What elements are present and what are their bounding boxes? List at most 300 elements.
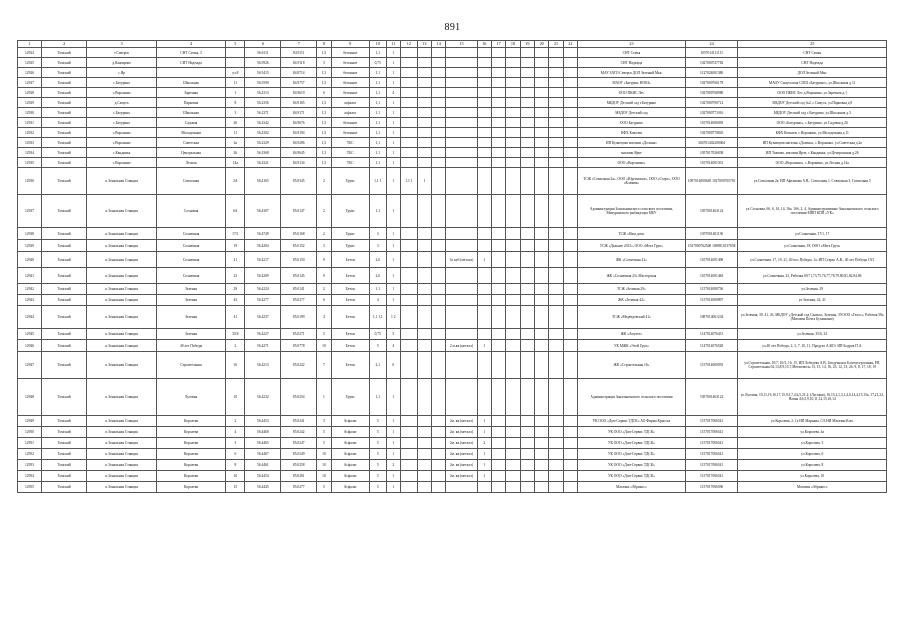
table-cell (535, 482, 549, 493)
table-cell (446, 158, 477, 168)
table-cell: Томский (41, 168, 86, 195)
table-cell (477, 195, 491, 228)
table-row (18, 438, 887, 449)
table-cell: 5 (369, 427, 386, 438)
table-cell (400, 449, 417, 460)
table-cell (535, 449, 549, 460)
table-cell (400, 379, 417, 416)
table-cell: Асфальт (331, 471, 369, 482)
table-cell: 1 (386, 68, 400, 78)
table-cell (400, 329, 417, 340)
table-cell: 1057001463122 (685, 195, 738, 228)
table-row (18, 98, 887, 108)
table-cell: 1027000790712 (685, 98, 738, 108)
table-row (18, 268, 887, 284)
table-row (18, 252, 887, 268)
table-cell (477, 158, 491, 168)
table-cell (432, 148, 446, 158)
table-cell (535, 252, 549, 268)
table-cell: 1 (386, 471, 400, 482)
table-cell: Бетон (331, 340, 369, 352)
table-cell: с.Батурино (87, 78, 156, 88)
table-row (18, 482, 887, 493)
table-cell: Бетон (331, 352, 369, 379)
table-cell: ТСЖ «Зеленая 29» (578, 284, 686, 295)
table-cell: ул.Королева, 2, 1а ИП Марьяна, СА.НИ Магазин Кпп. (738, 416, 887, 427)
table-cell (491, 168, 505, 195)
table-cell (491, 138, 505, 148)
table-cell: 6А (226, 195, 245, 228)
table-cell: 1 (386, 158, 400, 168)
table-cell: 1087014001234 (685, 306, 738, 329)
table-cell (491, 88, 505, 98)
table-cell (400, 68, 417, 78)
column-number: 16 (477, 41, 491, 48)
table-cell: МБДОУ Детский сад №2, с.Самусь, ул.Парковая д.8 (738, 98, 887, 108)
table-cell: 84.9165 (281, 98, 317, 108)
table-cell: Томский (41, 98, 86, 108)
table-cell: Томский (41, 438, 86, 449)
table-cell: 42 (226, 295, 245, 306)
table-cell: 1,5 (317, 108, 331, 118)
table-cell: Королева (156, 449, 225, 460)
table-cell: Бетон (331, 284, 369, 295)
table-cell: п.Зональная Станция (87, 340, 156, 352)
table-cell (549, 148, 563, 158)
table-row (18, 195, 887, 228)
table-cell (520, 228, 534, 240)
table-cell (549, 460, 563, 471)
table-cell (563, 252, 577, 268)
table-cell: 1,1 (369, 195, 386, 228)
table-cell (417, 58, 431, 68)
table-cell (491, 98, 505, 108)
table-cell: Томский (41, 58, 86, 68)
table-cell: 56.4217 (245, 252, 281, 268)
table-cell: ООО «Воронино» (578, 158, 686, 168)
table-cell: 1,1 (369, 379, 386, 416)
table-cell: 85.0258 (281, 460, 317, 471)
table-cell (400, 98, 417, 108)
table-cell (563, 128, 577, 138)
table-cell: 8 (226, 460, 245, 471)
table-cell: Томский (41, 352, 86, 379)
table-cell: 1 (477, 252, 491, 268)
table-cell (400, 295, 417, 306)
table-cell: Грунт (331, 195, 369, 228)
table-cell (563, 340, 577, 352)
table-cell: Томский (41, 240, 86, 252)
table-cell: Томский (41, 138, 86, 148)
table-cell: 1,1 1 (400, 168, 417, 195)
table-cell (563, 306, 577, 329)
table-cell: 1 2 (386, 306, 400, 329)
table-cell (563, 268, 577, 284)
column-number: 4 (156, 41, 225, 48)
table-cell: 84.9676 (281, 118, 317, 128)
table-cell (520, 158, 534, 168)
table-cell: 1157017006541 (685, 416, 738, 427)
table-cell (506, 98, 520, 108)
table-cell: 1 (386, 416, 400, 427)
table-cell (446, 195, 477, 228)
table-cell (535, 118, 549, 128)
table-cell (520, 138, 534, 148)
table-cell (432, 118, 446, 128)
table-cell: 1 (417, 168, 431, 195)
table-cell (549, 228, 563, 240)
table-cell: 12947 (18, 352, 42, 379)
table-cell: ТБС (331, 148, 369, 158)
table-cell (400, 158, 417, 168)
table-cell: Школьная (156, 108, 225, 118)
column-number: 21 (549, 41, 563, 48)
table-cell: с.Воронино (87, 128, 156, 138)
table-cell (506, 118, 520, 128)
table-cell: с.Воронино (87, 138, 156, 148)
table-cell (549, 352, 563, 379)
table-cell: 2 м.кв.(металл) (446, 340, 477, 352)
table-cell: Лесная (156, 158, 225, 168)
table-cell (549, 340, 563, 352)
table-cell: 29 (226, 284, 245, 295)
table-cell (446, 88, 477, 98)
table-cell (563, 88, 577, 98)
table-cell: Садовая (156, 118, 225, 128)
table-cell: 56.4460 (245, 427, 281, 438)
table-cell: 1 (386, 78, 400, 88)
table-cell (400, 118, 417, 128)
table-cell (520, 284, 534, 295)
table-cell: Томский (41, 295, 86, 306)
table-cell: Томский (41, 228, 86, 240)
table-cell (491, 329, 505, 340)
table-cell (400, 195, 417, 228)
table-cell (549, 240, 563, 252)
table-cell: 12928 (18, 88, 42, 98)
table-cell (563, 284, 577, 295)
table-cell: Томский (41, 416, 86, 427)
column-number: 13 (417, 41, 431, 48)
table-cell: 84.9111 (281, 48, 317, 58)
table-cell: ул.Зеленая, 29 (738, 284, 887, 295)
table-cell: 2,1 (369, 352, 386, 379)
table-cell: УК ООО «Дом-Сервис ТДСК» (578, 449, 686, 460)
table-cell: 56.4465 (245, 438, 281, 449)
table-cell (477, 98, 491, 108)
table-cell: 1,1 (369, 138, 386, 148)
table-cell (446, 352, 477, 379)
table-row (18, 306, 887, 329)
table-row (18, 471, 887, 482)
table-cell (520, 379, 534, 416)
table-cell: 56.6111 (245, 48, 281, 58)
table-cell (520, 240, 534, 252)
table-cell (432, 98, 446, 108)
table-cell (417, 306, 431, 329)
table-cell: 9 (317, 252, 331, 268)
table-cell: ул.Королева, 8 (738, 460, 887, 471)
table-cell: 12927 (18, 78, 42, 88)
table-cell: 12952 (18, 449, 42, 460)
table-cell: 1 (386, 240, 400, 252)
table-cell: МБДОУ Детский сад г.Батурино (578, 98, 686, 108)
column-number: 22 (563, 41, 577, 48)
table-cell: 85.0152 (281, 240, 317, 252)
table-cell: СНТ Надежда (156, 58, 225, 68)
table-cell: Бетон (331, 268, 369, 284)
table-row (18, 78, 887, 88)
table-cell: п.Зональная Станция (87, 195, 156, 228)
table-cell: 56.5926 (245, 58, 281, 68)
table-cell: Магазин «Абрикос» (578, 482, 686, 493)
table-cell: ТСЖ «Наш дом» (578, 228, 686, 240)
table-cell: ул.Солнечная, 17, 19, 21, 40 пос.Победы, 1а, ИП Старкс А.В., 40 лет Победы 19/1 (738, 252, 887, 268)
table-cell (432, 416, 446, 427)
table-cell: 12937 (18, 195, 42, 228)
table-cell: ИП Кузнецова магазин «Долина», с.Воронино, ул.Советская д.2а (738, 138, 887, 148)
table-cell (520, 252, 534, 268)
table-cell: 1 (386, 128, 400, 138)
table-cell: 3 (369, 240, 386, 252)
table-row (18, 108, 887, 118)
table-cell (520, 148, 534, 158)
table-cell: 6 (317, 295, 331, 306)
table-cell (417, 118, 431, 128)
table-cell (520, 88, 534, 98)
table-cell: 1157017006541 (685, 427, 738, 438)
table-cell: бетонное (331, 128, 369, 138)
table-cell (520, 78, 534, 88)
table-row (18, 68, 887, 78)
table-cell: КФХ Ковалев (578, 128, 686, 138)
table-cell (535, 379, 549, 416)
table-cell: с.Кандинка (87, 148, 156, 158)
column-number: 24 (685, 41, 738, 48)
table-cell (520, 295, 534, 306)
table-row (18, 88, 887, 98)
table-cell: 1,5 (317, 68, 331, 78)
table-cell (563, 138, 577, 148)
table-cell (535, 306, 549, 329)
table-cell: п.Зональная Станция (87, 268, 156, 284)
table-cell (563, 168, 577, 195)
table-cell: Совхозная (156, 168, 225, 195)
table-cell: 1157014000897 (685, 295, 738, 306)
table-cell: 56.4232 (245, 379, 281, 416)
table-cell (491, 379, 505, 416)
table-cell: 2м. кв.(металл) (446, 438, 477, 449)
table-cell (563, 460, 577, 471)
table-cell (491, 195, 505, 228)
table-cell: 1,5 (317, 138, 331, 148)
table-cell: 85.0261 (281, 471, 317, 482)
table-cell: МБДОУ Детский сад с.Батурино, ул.Школьная д.3 (738, 108, 887, 118)
table-cell: 4 (317, 306, 331, 329)
table-cell: ДОЛ Зеленый Мыс (738, 68, 887, 78)
table-cell: 1 (317, 379, 331, 416)
table-cell: 1,1 (369, 128, 386, 138)
column-number: 5 (226, 41, 245, 48)
table-cell: Грунт (331, 168, 369, 195)
table-cell (535, 78, 549, 88)
table-cell (549, 138, 563, 148)
table-cell (549, 128, 563, 138)
table-cell (549, 379, 563, 416)
table-row (18, 379, 887, 416)
table-cell (563, 108, 577, 118)
table-cell: 1 (386, 168, 400, 195)
table-cell (491, 438, 505, 449)
table-cell: Грунт (331, 228, 369, 240)
table-cell (563, 228, 577, 240)
column-number: 14 (432, 41, 446, 48)
table-cell (156, 68, 225, 78)
table-cell: 5 (369, 471, 386, 482)
table-cell (535, 68, 549, 78)
table-cell (446, 379, 477, 416)
table-cell (446, 98, 477, 108)
table-cell (400, 427, 417, 438)
column-number: 19 (520, 41, 534, 48)
table-cell (491, 68, 505, 78)
table-row (18, 340, 887, 352)
table-cell: ООО ПКИС Лес (578, 88, 686, 98)
table-cell (432, 427, 446, 438)
table-cell: УК ООО «Дом-Сервис ТДСК» АО Фирма Кристал (578, 416, 686, 427)
table-cell: 2м. кв.(металл) (446, 460, 477, 471)
table-cell: 5 (369, 416, 386, 427)
table-cell: 12933 (18, 138, 42, 148)
table-cell (563, 416, 577, 427)
table-cell: 1 (477, 340, 491, 352)
table-cell (491, 148, 505, 158)
table-cell: ООО ПКИС Лес д.Воронино, ул.Заречная д.1 (738, 88, 887, 98)
table-cell: 56.4453 (245, 416, 281, 427)
table-cell (400, 416, 417, 427)
table-cell: 3 (317, 58, 331, 68)
table-cell (520, 427, 534, 438)
table-cell: 56.4284 (245, 240, 281, 252)
page-number: 891 (444, 22, 461, 33)
column-number: 20 (535, 41, 549, 48)
table-cell: 85.0271 (281, 329, 317, 340)
table-cell: 1 (386, 98, 400, 108)
table-cell (417, 78, 431, 88)
table-cell: п.Зональная Станция (87, 460, 156, 471)
table-cell: 85.0147 (281, 195, 317, 228)
table-cell: Томский (41, 78, 86, 88)
table-cell: 56.2371 (245, 108, 281, 118)
table-cell (446, 295, 477, 306)
table-cell: Томский (41, 68, 86, 78)
table-cell: 26 (226, 148, 245, 158)
column-number: 8 (317, 41, 331, 48)
table-cell: 1,1 (369, 98, 386, 108)
table-cell: 2м. кв.(металл) (446, 416, 477, 427)
table-cell (432, 48, 446, 58)
table-cell: ул.Королева, 3 (738, 438, 887, 449)
table-cell: Бетон (331, 329, 369, 340)
table-cell: п.Зональная Станция (87, 427, 156, 438)
table-cell: 6 (226, 449, 245, 460)
table-cell (446, 329, 477, 340)
table-cell: ЖК «Солнечная 21» (578, 252, 686, 268)
table-cell: 1,1 1 (369, 168, 386, 195)
table-cell: 1,1 (369, 78, 386, 88)
table-cell: 1 (386, 108, 400, 118)
table-cell: Солнечная (156, 268, 225, 284)
table-cell: 35/6 (226, 329, 245, 340)
table-cell: Томский (41, 284, 86, 295)
table-cell (446, 482, 477, 493)
table-cell (477, 108, 491, 118)
table-cell: 3 (317, 240, 331, 252)
table-cell: 12950 (18, 427, 42, 438)
table-cell: 1,1 (369, 148, 386, 158)
table-cell (417, 138, 431, 148)
table-cell (400, 340, 417, 352)
table-cell (535, 438, 549, 449)
table-cell (432, 88, 446, 98)
table-cell: 56.4749 (245, 228, 281, 240)
table-cell (417, 295, 431, 306)
table-cell (417, 352, 431, 379)
table-cell: 4 (226, 427, 245, 438)
table-cell: 56.5590 (245, 78, 281, 88)
table-cell (417, 460, 431, 471)
table-cell (417, 438, 431, 449)
table-cell: д.Самусь (87, 98, 156, 108)
table-cell: асфальт (331, 108, 369, 118)
table-cell: 1,1 (369, 284, 386, 295)
table-cell: 84.9171 (281, 108, 317, 118)
column-number-row (18, 41, 887, 48)
table-cell (506, 268, 520, 284)
column-number: 6 (245, 41, 281, 48)
table-cell (563, 427, 577, 438)
table-cell: 85.0199 (281, 306, 317, 329)
table-cell: 10 (317, 471, 331, 482)
table-cell (417, 98, 431, 108)
table-cell: п.Зональная Станция (87, 284, 156, 295)
table-cell: 85.0345 (281, 168, 317, 195)
table-cell: 5 (369, 449, 386, 460)
table-cell: ул.Королева, 6 (738, 449, 887, 460)
table-cell: 85.0247 (281, 438, 317, 449)
table-cell (563, 158, 577, 168)
table-cell: 84.9619 (281, 88, 317, 98)
table-cell: СНТ Семья, 3 (156, 48, 225, 58)
table-cell: 1 (477, 427, 491, 438)
table-cell: Королева (156, 482, 225, 493)
table-cell: 0,75 (369, 58, 386, 68)
table-cell (563, 482, 577, 493)
table-cell: 12944 (18, 306, 42, 329)
table-cell (400, 108, 417, 118)
table-cell: 1,1 (369, 48, 386, 58)
table-cell: 1 (386, 138, 400, 148)
table-row (18, 284, 887, 295)
table-cell: Асфальт (331, 416, 369, 427)
table-cell (506, 284, 520, 295)
table-cell (432, 379, 446, 416)
table-cell: 1157017006596 (685, 482, 738, 493)
table-cell: 4 (369, 295, 386, 306)
table-cell (491, 240, 505, 252)
table-cell: 56.2356 (245, 98, 281, 108)
table-cell (535, 148, 549, 158)
